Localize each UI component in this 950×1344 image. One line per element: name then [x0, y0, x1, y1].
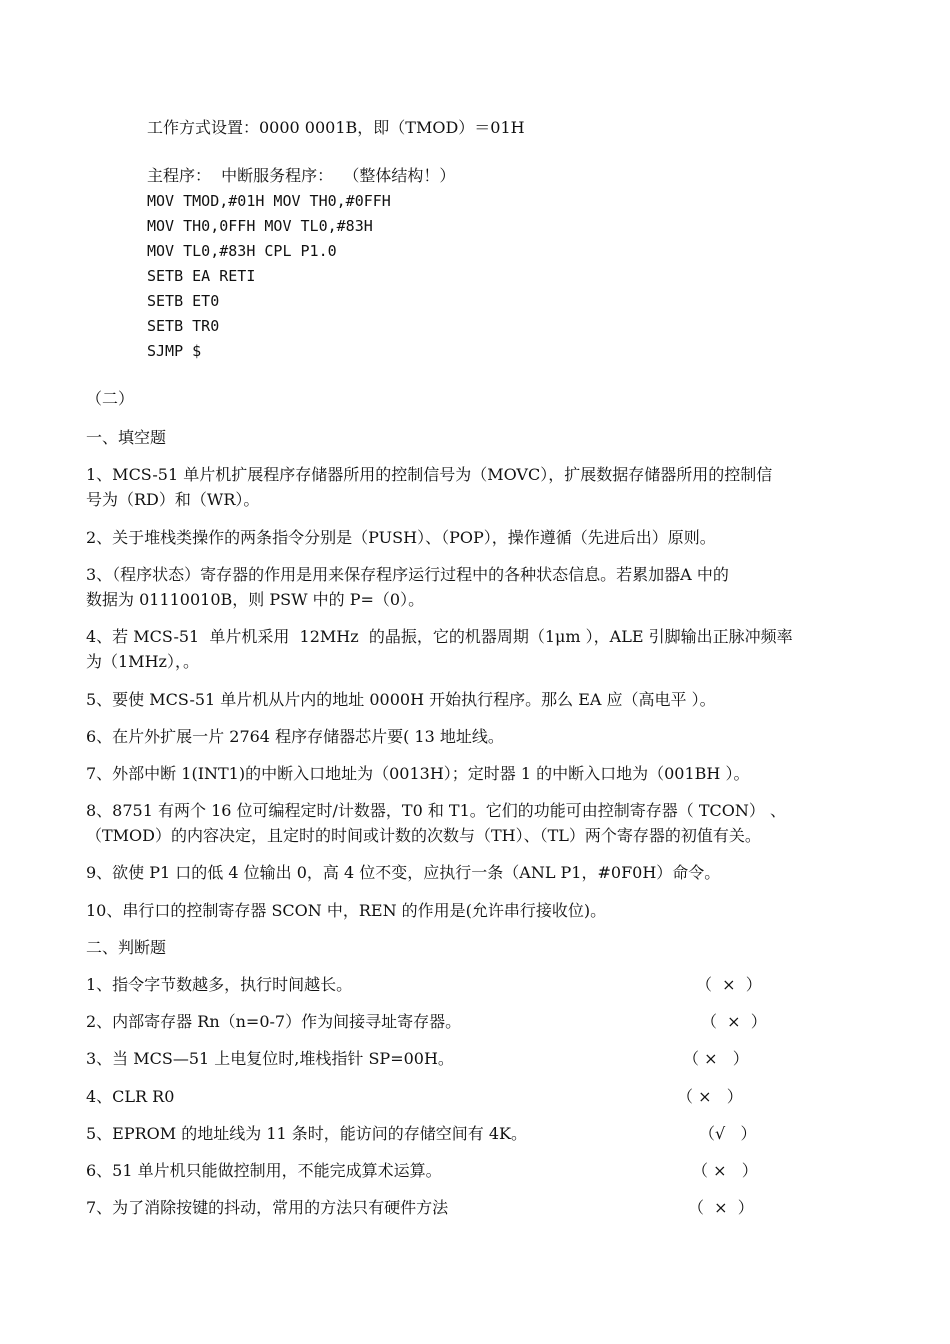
fill-in-item-5: 5、要使 MCS-51 单片机从片内的地址 0000H 开始执行程序。那么 EA 应（高电平 ）。 [86, 690, 716, 709]
tf-answer-6: （ × ） [692, 1161, 758, 1180]
code-line: SETB TR0 [147, 317, 220, 335]
fill-in-item-3-cont: 数据为 01110010B，则 PSW 中的 P=（0）。 [86, 590, 425, 609]
fill-in-item-8-cont: （TMOD）的内容决定，且定时的时间或计数的次数与（TH）、（TL）两个寄存器的初值有关。 [86, 826, 761, 845]
tf-question-6: 6、51 单片机只能做控制用，不能完成算术运算。 [86, 1161, 442, 1180]
tf-answer-5: （√ ） [699, 1124, 757, 1143]
program-header-line: 主程序： 中断服务程序： （整体结构！） [147, 166, 456, 185]
fill-in-item-1-cont: 号为（RD）和（WR）。 [86, 490, 260, 509]
tf-question-5: 5、EPROM 的地址线为 11 条时，能访问的存储空间有 4K。 [86, 1124, 528, 1143]
tf-question-4: 4、CLR R0 [86, 1087, 175, 1106]
tf-question-7: 7、为了消除按键的抖动，常用的方法只有硬件方法 [86, 1198, 449, 1217]
part-label: （二） [86, 389, 135, 408]
code-line: MOV TL0,#83H CPL P1.0 [147, 242, 337, 260]
tf-answer-7: （ × ） [688, 1198, 754, 1217]
code-line: SJMP $ [147, 342, 202, 360]
tf-answer-4: （ × ） [677, 1087, 743, 1106]
tf-answer-1: （ × ） [696, 975, 762, 994]
fill-in-item-7: 7、外部中断 1(INT1)的中断入口地址为（0013H）；定时器 1 的中断入口地为（001BH ）。 [86, 764, 750, 783]
tf-answer-3: （ × ） [683, 1049, 749, 1068]
fill-in-item-8: 8、8751 有两个 16 位可编程定时/计数器，T0 和 T1。它们的功能可由控制寄存器（ TCON） 、 [86, 801, 786, 820]
code-line: MOV TH0,0FFH MOV TL0,#83H [147, 217, 373, 235]
true-false-heading: 二、判断题 [86, 938, 167, 957]
fill-in-item-1: 1、MCS-51 单片机扩展程序存储器所用的控制信号为（MOVC），扩展数据存储器所用的控制信 [86, 465, 773, 484]
tf-question-3: 3、当 MCS—51 上电复位时,堆栈指针 SP=00H。 [86, 1049, 454, 1068]
tf-answer-2: （ × ） [701, 1012, 767, 1031]
fill-in-item-2: 2、关于堆栈类操作的两条指令分别是（PUSH）、（POP），操作遵循（先进后出）原则。 [86, 528, 716, 547]
fill-in-item-10: 10、串行口的控制寄存器 SCON 中，REN 的作用是(允许串行接收位)。 [86, 901, 607, 920]
code-line: MOV TMOD,#01H MOV TH0,#0FFH [147, 192, 391, 210]
fill-in-item-6: 6、在片外扩展一片 2764 程序存储器芯片要( 13 地址线。 [86, 727, 504, 746]
code-line: SETB ET0 [147, 292, 220, 310]
mode-setting-line: 工作方式设置：0000 0001B，即（TMOD）＝01H [147, 118, 525, 137]
fill-in-item-9: 9、欲使 P1 口的低 4 位输出 0，高 4 位不变，应执行一条（ANL P1，#0F0H）命令。 [86, 863, 721, 882]
fill-in-item-4-cont: 为（1MHz），。 [86, 652, 199, 671]
tf-question-2: 2、内部寄存器 Rn（n=0-7）作为间接寻址寄存器。 [86, 1012, 462, 1031]
fill-in-item-4: 4、若 MCS-51 单片机采用 12MHz 的晶振，它的机器周期（1μm ），ALE 引脚输出正脉冲频率 [86, 627, 793, 646]
tf-question-1: 1、指令字节数越多，执行时间越长。 [86, 975, 353, 994]
fill-in-item-3: 3、（程序状态）寄存器的作用是用来保存程序运行过程中的各种状态信息。若累加器A 中的 [86, 565, 729, 584]
code-line: SETB EA RETI [147, 267, 256, 285]
fill-in-heading: 一、填空题 [86, 428, 167, 447]
